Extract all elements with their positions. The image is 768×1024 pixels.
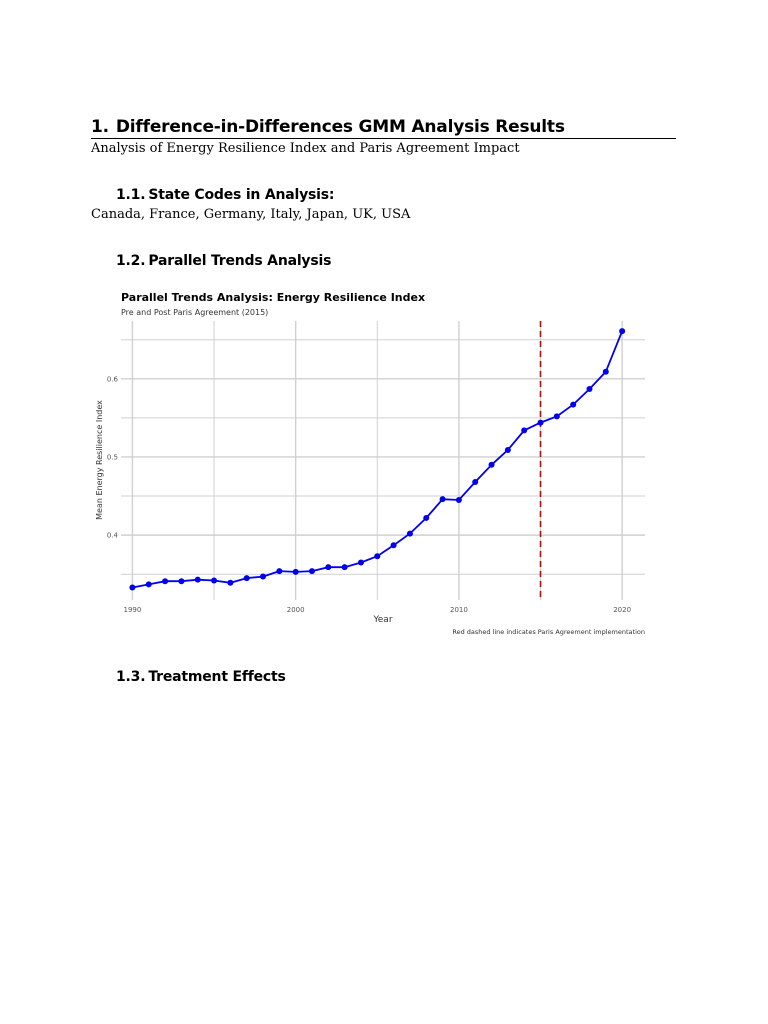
data-point [195,577,201,583]
y-axis-label: Mean Energy Resilience Index [95,400,104,520]
data-point [227,580,233,586]
section-1-3-title: Treatment Effects [148,669,286,685]
y-tick-label: 0.6 [106,375,118,384]
data-point [358,559,364,565]
data-point [211,577,217,583]
section-1-2-heading [116,253,331,269]
y-tick-label: 0.5 [106,453,118,462]
section-1-1-title: State Codes in Analysis: [148,187,335,203]
data-point [456,497,462,503]
x-tick-label: 1990 [123,606,142,614]
data-point [260,574,266,580]
data-point [440,496,446,502]
x-axis-label: Year [373,615,393,625]
data-point [489,462,495,468]
data-point [293,569,299,575]
x-tick-label: 2010 [449,606,468,614]
chart-caption: Red dashed line indicates Paris Agreement implementation [452,628,645,636]
data-point [309,568,315,574]
parallel-trends-chart [90,284,655,640]
data-point [521,427,527,433]
data-point [391,542,397,548]
section-1-1-heading [116,187,334,203]
data-point [178,578,184,584]
data-point [244,575,250,581]
data-point [374,553,380,559]
section-1-3-heading [116,669,286,685]
section-1-heading [91,117,676,139]
data-point [325,564,331,570]
data-point [162,578,168,584]
section-1-3-number: 1.3. [116,669,146,685]
data-point [342,564,348,570]
data-point [129,584,135,590]
x-tick-label: 2020 [613,606,632,614]
chart-grid [121,321,645,600]
chart-title: Parallel Trends Analysis: Energy Resilience Index [121,291,426,304]
data-point [276,568,282,574]
section-1-title: Difference-in-Differences GMM Analysis Results [115,117,565,137]
data-point [603,369,609,375]
data-point [538,420,544,426]
data-point [472,479,478,485]
section-1-number: 1. [91,117,109,137]
data-point [554,413,560,419]
data-point [586,386,592,392]
data-point [619,328,625,334]
section-1-subtitle: Analysis of Energy Resilience Index and Paris Agreement Impact [91,141,520,156]
section-1-2-number: 1.2. [116,253,146,269]
data-point [423,515,429,521]
y-tick-label: 0.4 [106,531,118,540]
state-codes-text: Canada, France, Germany, Italy, Japan, UK, USA [91,207,411,222]
data-point [407,531,413,537]
data-point [505,447,511,453]
data-point [146,581,152,587]
chart-ticks [107,375,631,614]
section-1-1-number: 1.1. [116,187,146,203]
chart-subtitle: Pre and Post Paris Agreement (2015) [121,308,269,317]
x-tick-label: 2000 [286,606,305,614]
data-point [570,402,576,408]
section-1-2-title: Parallel Trends Analysis [148,253,332,269]
